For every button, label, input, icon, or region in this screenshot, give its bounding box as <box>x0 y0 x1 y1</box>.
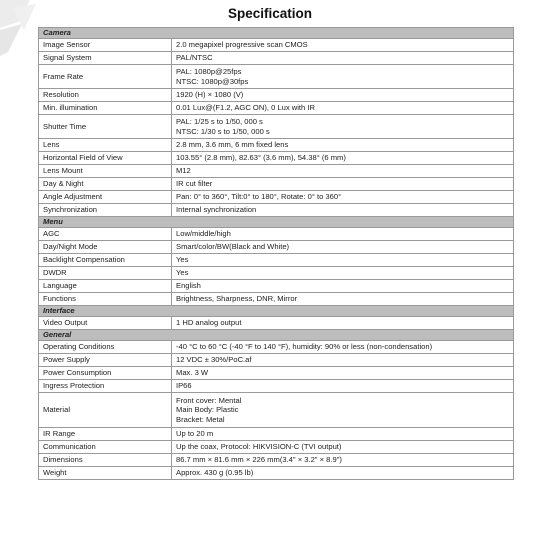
spec-value-line: Smart/color/BW(Black and White) <box>176 242 290 252</box>
spec-row <box>39 467 514 480</box>
spec-value-line: Yes <box>176 268 189 278</box>
spec-label: Image Sensor <box>39 39 172 52</box>
spec-value <box>172 317 514 330</box>
spec-value-line: PAL: 1/25 s to 1/50, 000 s <box>176 116 263 126</box>
spec-value <box>172 441 514 454</box>
spec-value-line: PAL: 1080p@25fps <box>176 66 242 76</box>
spec-label: Min. illumination <box>39 102 172 115</box>
spec-label: Weight <box>39 467 172 480</box>
spec-value <box>172 293 514 306</box>
spec-value <box>172 454 514 467</box>
spec-value <box>172 89 514 102</box>
spec-label: Video Output <box>39 317 172 330</box>
spec-value-line: Approx. 430 g (0.95 lb) <box>176 468 254 478</box>
spec-label: Frame Rate <box>39 65 172 89</box>
spec-value <box>172 354 514 367</box>
spec-value-line: IR cut filter <box>176 179 213 189</box>
spec-value-line: M12 <box>176 166 191 176</box>
spec-label: Backlight Compensation <box>39 254 172 267</box>
spec-value-line: Yes <box>176 255 189 265</box>
section-title: Interface <box>39 306 514 317</box>
spec-row <box>39 228 514 241</box>
spec-row <box>39 367 514 380</box>
spec-label: Resolution <box>39 89 172 102</box>
spec-value-line: Brightness, Sharpness, DNR, Mirror <box>176 294 298 304</box>
spec-value-line: 86.7 mm × 81.6 mm × 226 mm(3.4" × 3.2" × 8.9") <box>176 455 342 465</box>
spec-value-line: 103.55° (2.8 mm), 82.63° (3.6 mm), 54.38° (6 mm) <box>176 153 346 163</box>
spec-value-line: NTSC: 1/30 s to 1/50, 000 s <box>176 126 270 136</box>
spec-value <box>172 39 514 52</box>
spec-label: Lens <box>39 139 172 152</box>
spec-row <box>39 280 514 293</box>
spec-value <box>172 428 514 441</box>
spec-value-line: Max. 3 W <box>176 368 209 378</box>
spec-row <box>39 39 514 52</box>
spec-label: AGC <box>39 228 172 241</box>
spec-row <box>39 341 514 354</box>
spec-table <box>38 27 514 480</box>
spec-value-line: 0.01 Lux@(F1.2, AGC ON), 0 Lux with IR <box>176 103 315 113</box>
spec-label: Power Consumption <box>39 367 172 380</box>
spec-label: Ingress Protection <box>39 380 172 393</box>
spec-row <box>39 204 514 217</box>
section-title: Menu <box>39 217 514 228</box>
spec-value-line: Up the coax, Protocol: HIKVISION-C (TVI output) <box>176 442 342 452</box>
spec-label: Power Supply <box>39 354 172 367</box>
spec-row <box>39 65 514 89</box>
spec-row <box>39 52 514 65</box>
section-header <box>39 217 514 228</box>
spec-label: Communication <box>39 441 172 454</box>
spec-label: Day/Night Mode <box>39 241 172 254</box>
spec-value-line: NTSC: 1080p@30fps <box>176 76 249 86</box>
spec-label: Operating Conditions <box>39 341 172 354</box>
spec-row <box>39 139 514 152</box>
spec-value <box>172 280 514 293</box>
spec-value <box>172 254 514 267</box>
spec-label: DWDR <box>39 267 172 280</box>
spec-label: Angle Adjustment <box>39 191 172 204</box>
spec-value <box>172 115 514 139</box>
spec-row <box>39 241 514 254</box>
spec-row <box>39 380 514 393</box>
spec-value-line: Up to 20 m <box>176 429 214 439</box>
page-title: Specification <box>227 6 313 21</box>
spec-value <box>172 267 514 280</box>
spec-row <box>39 165 514 178</box>
spec-label: Functions <box>39 293 172 306</box>
spec-value <box>172 102 514 115</box>
spec-row <box>39 152 514 165</box>
spec-label: IR Range <box>39 428 172 441</box>
section-header <box>39 28 514 39</box>
spec-label: Language <box>39 280 172 293</box>
spec-row <box>39 191 514 204</box>
section-title: Camera <box>39 28 514 39</box>
section-header <box>39 306 514 317</box>
spec-label: Signal System <box>39 52 172 65</box>
spec-value <box>172 467 514 480</box>
spec-label: Day & Night <box>39 178 172 191</box>
spec-row <box>39 89 514 102</box>
spec-label: Synchronization <box>39 204 172 217</box>
spec-value <box>172 139 514 152</box>
spec-row <box>39 115 514 139</box>
spec-row <box>39 293 514 306</box>
spec-value-line: Internal synchronization <box>176 205 257 215</box>
section-header <box>39 330 514 341</box>
spec-value <box>172 367 514 380</box>
spec-value-line: 2.8 mm, 3.6 mm, 6 mm fixed lens <box>176 140 289 150</box>
spec-value <box>172 393 514 428</box>
spec-value <box>172 165 514 178</box>
spec-value-line: IP66 <box>176 381 192 391</box>
spec-row <box>39 102 514 115</box>
spec-row <box>39 454 514 467</box>
spec-row <box>39 354 514 367</box>
spec-value-line: Front cover: Mental <box>176 395 242 405</box>
spec-value <box>172 178 514 191</box>
spec-value <box>172 191 514 204</box>
spec-label: Shutter Time <box>39 115 172 139</box>
spec-value <box>172 152 514 165</box>
spec-value <box>172 52 514 65</box>
spec-label: Lens Mount <box>39 165 172 178</box>
spec-value <box>172 341 514 354</box>
spec-value-line: 1920 (H) × 1080 (V) <box>176 90 244 100</box>
spec-value-line: 12 VDC ± 30%/PoC.af <box>176 355 252 365</box>
spec-label: Material <box>39 393 172 428</box>
spec-value-line: -40 °C to 60 °C (-40 °F to 140 °F), humidity: 90% or less (non-condensation) <box>176 342 433 352</box>
spec-value-line: 1 HD analog output <box>176 318 242 328</box>
spec-row <box>39 393 514 428</box>
spec-row <box>39 254 514 267</box>
spec-row <box>39 317 514 330</box>
spec-value <box>172 204 514 217</box>
spec-value-line: PAL/NTSC <box>176 53 213 63</box>
spec-row <box>39 178 514 191</box>
spec-value <box>172 380 514 393</box>
spec-value-line: Bracket: Metal <box>176 414 225 424</box>
section-title: General <box>39 330 514 341</box>
spec-label: Horizontal Field of View <box>39 152 172 165</box>
spec-value <box>172 241 514 254</box>
spec-row <box>39 441 514 454</box>
spec-row <box>39 267 514 280</box>
spec-value-line: Pan: 0° to 360°, Tilt:0° to 180°, Rotate: 0° to 360° <box>176 192 342 202</box>
spec-value <box>172 65 514 89</box>
spec-value-line: English <box>176 281 201 291</box>
spec-row <box>39 428 514 441</box>
spec-value-line: Low/middle/high <box>176 229 231 239</box>
spec-value <box>172 228 514 241</box>
spec-value-line: 2.0 megapixel progressive scan CMOS <box>176 40 308 50</box>
spec-label: Dimensions <box>39 454 172 467</box>
spec-value-line: Main Body: Plastic <box>176 405 239 415</box>
